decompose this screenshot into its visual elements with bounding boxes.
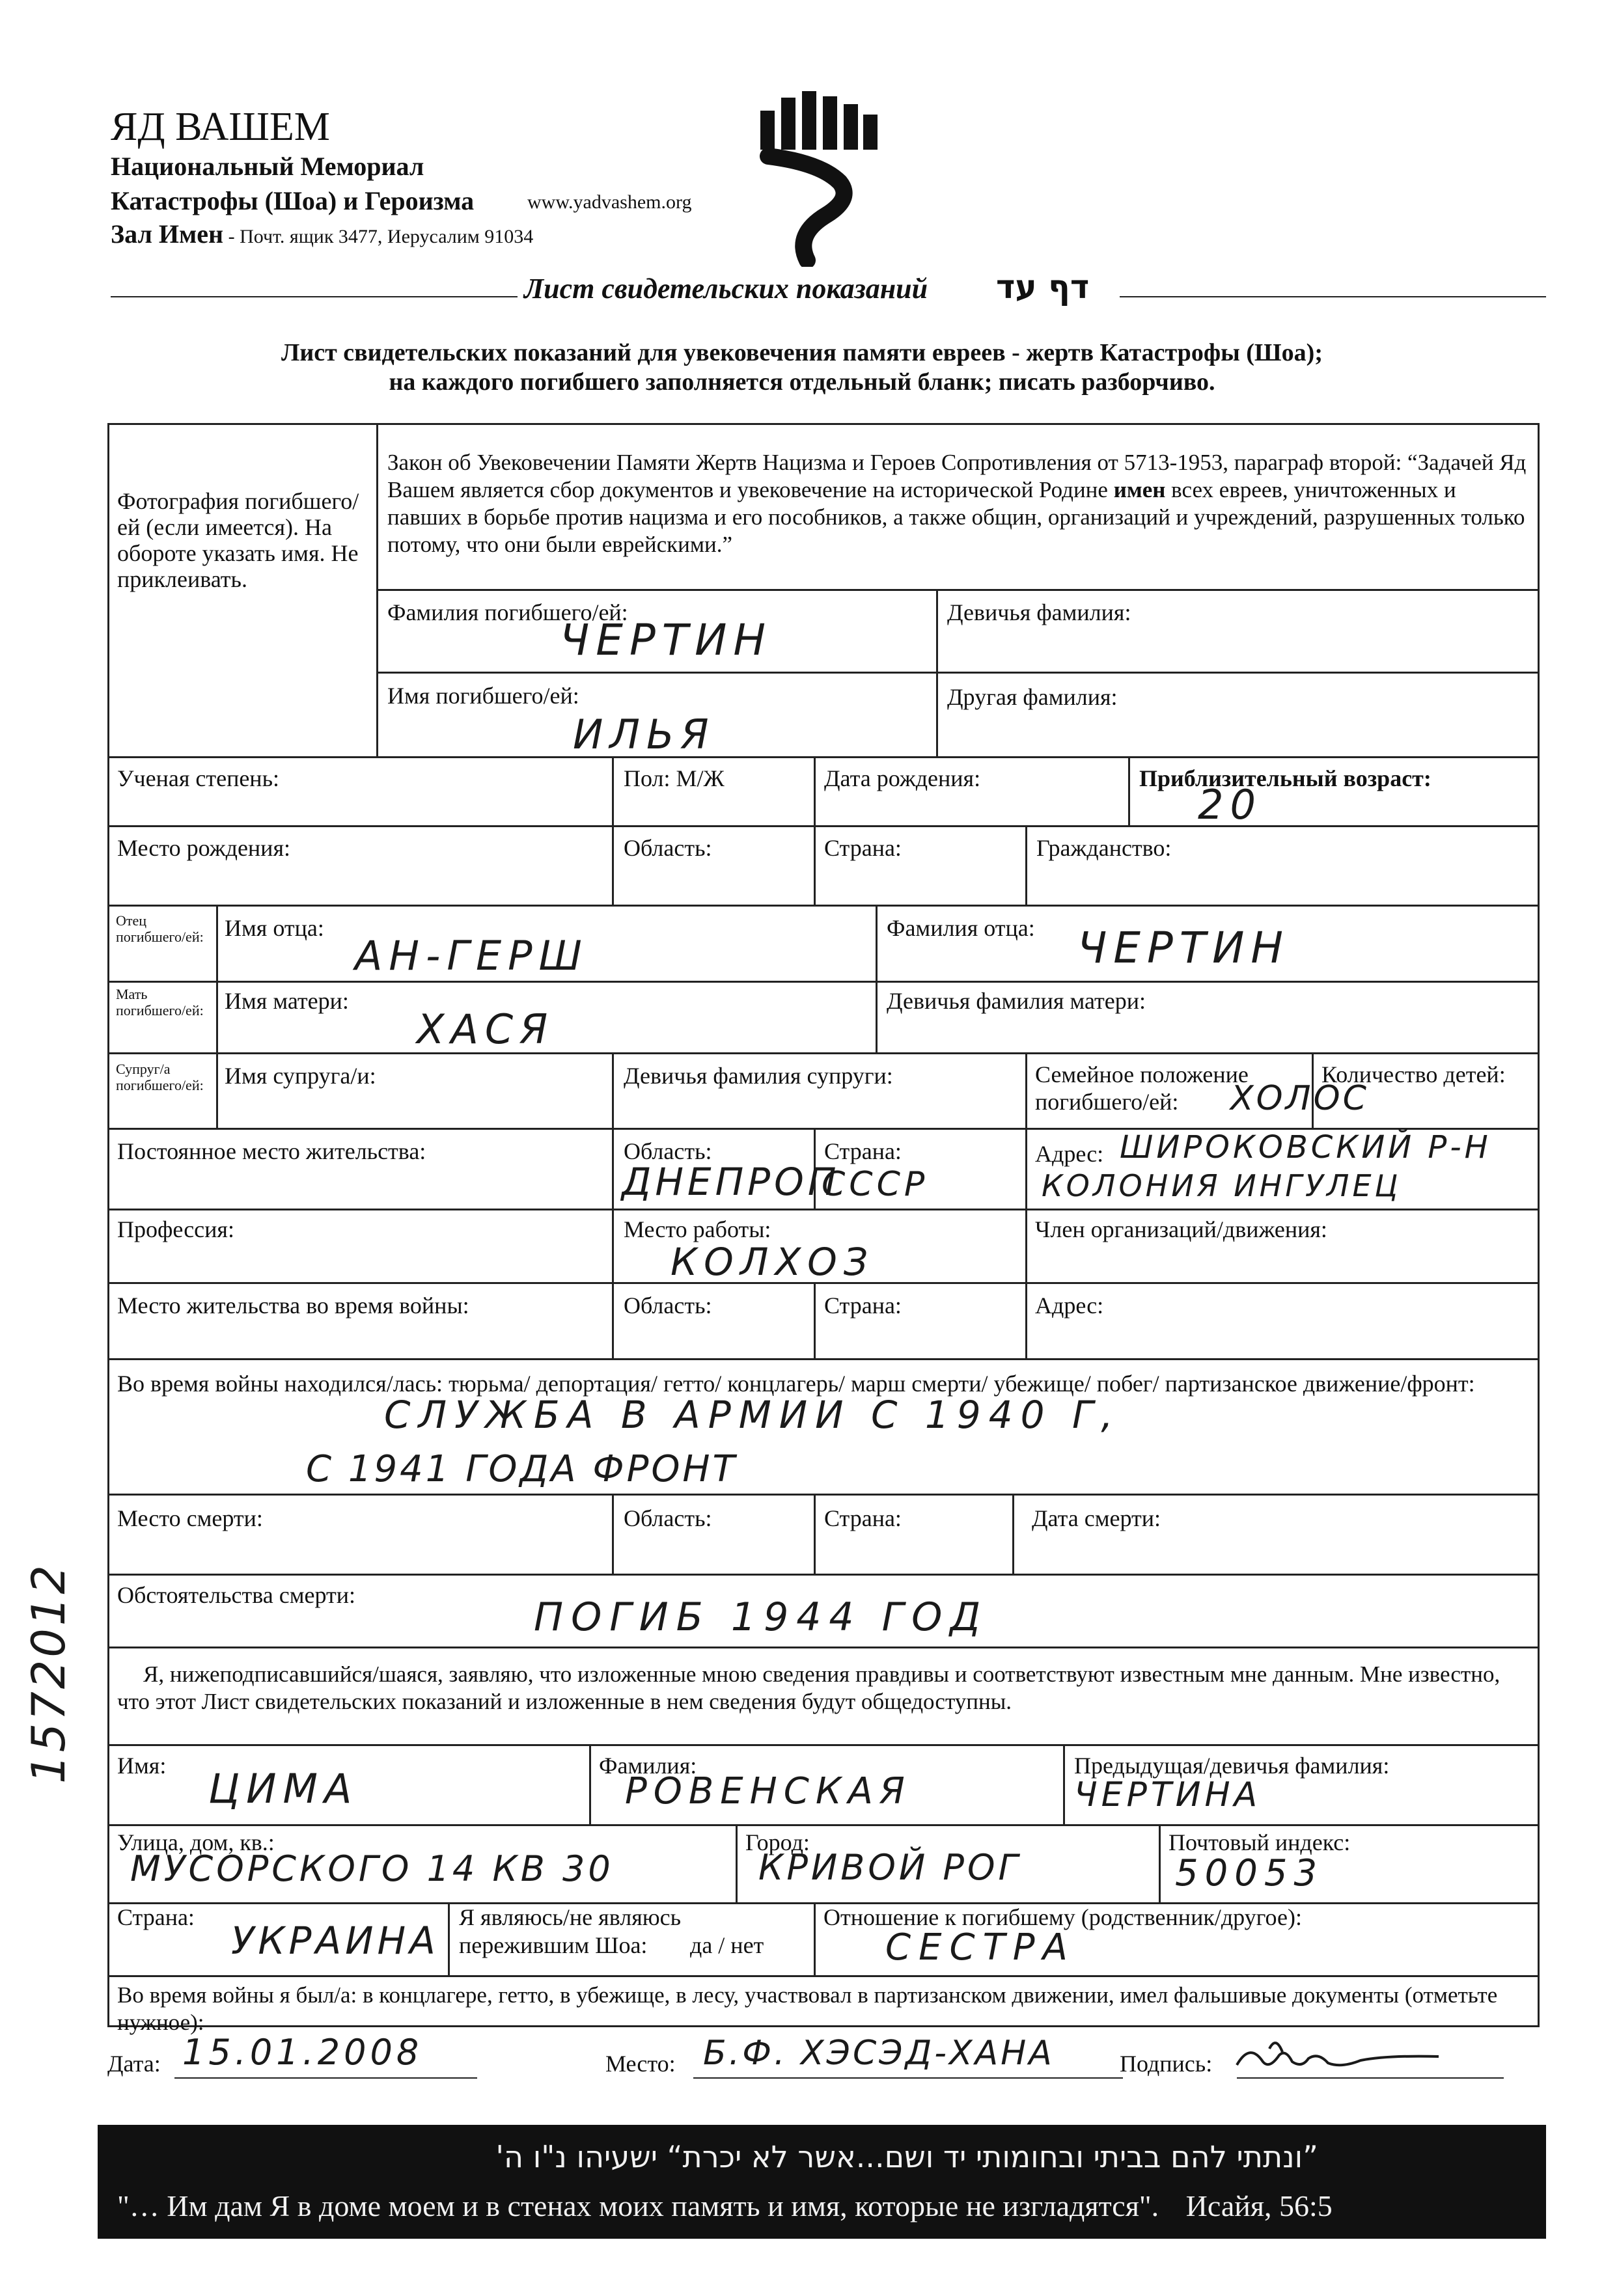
value-submitter-prev-surname[interactable]: ЧЕРТИНА <box>1074 1775 1262 1814</box>
value-surname[interactable]: ЧЕРТИН <box>560 615 773 665</box>
rule <box>814 756 816 905</box>
rule <box>589 1744 591 1824</box>
value-submitter-name[interactable]: ЦИМА <box>208 1765 359 1812</box>
label-submitter-war: Во время войны я был/а: в концлагере, гетто, в убежище, в лесу, участвовал в партизанском движении, имел фальшивые документы (отметьте нужное): <box>117 1982 1498 2035</box>
label-street: Улица, дом, кв.: <box>117 1829 275 1855</box>
label-degree: Ученая степень: <box>117 765 279 791</box>
label-father-name: Имя отца: <box>225 915 324 941</box>
instructions-line-1: Лист свидетельских показаний для увековечения памяти евреев - жертв Катастрофы (Шоа); <box>281 339 1323 366</box>
label-marital: Семейное положение погибшего/ей: <box>1035 1061 1249 1115</box>
rule <box>107 1975 1540 1977</box>
label-place: Место: <box>605 2051 676 2077</box>
label-birth-region: Область: <box>624 835 712 861</box>
value-marital[interactable]: ХОЛОС <box>1230 1079 1369 1118</box>
label-father-surname: Фамилия отца: <box>887 915 1035 941</box>
rule <box>107 981 1540 983</box>
label-death-date: Дата смерти: <box>1032 1505 1161 1531</box>
rule <box>1025 1052 1027 1128</box>
value-residence-region[interactable]: ДНЕПРОП <box>622 1160 840 1204</box>
label-war-region: Область: <box>624 1292 712 1319</box>
date-underline <box>174 2077 477 2079</box>
label-death-circumstances: Обстоятельства смерти: <box>117 1582 355 1608</box>
value-war-status-line-2[interactable]: С 1941 ГОДА ФРОНТ <box>306 1448 738 1490</box>
rule <box>876 905 878 1052</box>
label-submitter-prev-surname: Предыдущая/девичья фамилия: <box>1074 1753 1390 1779</box>
value-address-line-1[interactable]: ШИРОКОВСКИЙ Р-Н <box>1120 1129 1491 1166</box>
label-spouse-name: Имя супруга/и: <box>225 1063 376 1089</box>
rule <box>107 1574 1540 1576</box>
rule <box>107 1052 1540 1054</box>
label-war-country: Страна: <box>824 1292 902 1319</box>
rule <box>1063 1744 1065 1824</box>
footer-quote-ru-text: "… Им дам Я в доме моем и в стенах моих память и имя, которые не изгладятся". <box>117 2189 1159 2222</box>
label-membership: Член организаций/движения: <box>1035 1216 1327 1242</box>
org-line-1: Национальный Мемориал <box>111 152 424 181</box>
label-residence-address: Адрес: <box>1035 1141 1104 1167</box>
photo-note: Фотография погибшего/ей (если имеется). На обороте указать имя. Не приклеивать. <box>117 488 359 592</box>
rule <box>612 1128 614 1358</box>
value-submitter-country[interactable]: УКРАИНА <box>231 1919 439 1963</box>
rule <box>107 1647 1540 1648</box>
form-title-he: דף עד <box>996 268 1090 306</box>
label-birth-date: Дата рождения: <box>824 765 981 791</box>
hall-title: Зал Имен <box>111 219 224 249</box>
form-title: Лист свидетельских показаний <box>524 273 928 305</box>
value-city[interactable]: КРИВОЙ РОГ <box>758 1847 1021 1888</box>
hall-address-text: - Почт. ящик 3477, Иерусалим 91034 <box>223 226 534 247</box>
label-mother-maiden: Девичья фамилия матери: <box>887 988 1146 1014</box>
rule <box>378 589 1540 591</box>
label-maiden: Девичья фамилия: <box>947 599 1131 625</box>
footer-quote-ref: Исайя, 56:5 <box>1185 2189 1333 2222</box>
org-name-ru: ЯД ВАШЕМ <box>111 105 330 149</box>
label-submitter-surname: Фамилия: <box>599 1753 697 1779</box>
rule <box>107 1744 1540 1746</box>
rule <box>107 905 1540 907</box>
label-birth-country: Страна: <box>824 835 902 861</box>
value-workplace[interactable]: КОЛХОЗ <box>671 1240 875 1284</box>
label-signature: Подпись: <box>1120 2051 1213 2077</box>
value-father-name[interactable]: АН-ГЕРШ <box>355 932 588 979</box>
law-text <box>387 449 1527 558</box>
label-profession: Профессия: <box>117 1216 234 1242</box>
rule <box>216 905 218 1128</box>
rule <box>612 1052 614 1128</box>
label-surname: Фамилия погибшего/ей: <box>387 599 628 625</box>
survivor-yes-no[interactable]: да / нет <box>690 1932 764 1958</box>
label-war-status: Во время войны находился/лась: тюрьма/ депортация/ гетто/ концлагерь/ марш смерти/ убежище/ побег/ партизанское движение/фронт: <box>117 1371 1475 1397</box>
label-death-place: Место смерти: <box>117 1505 263 1531</box>
rule <box>1025 1128 1027 1358</box>
label-submitter-country: Страна: <box>117 1904 195 1930</box>
footer-quote-he: ”ונתתי להם בביתי ובחומותי יד ושם...אשר לא יכרת“ ישעיהו נ"ו ה' <box>495 2139 1318 2174</box>
label-mother-name: Имя матери: <box>225 988 349 1014</box>
label-spouse-maiden: Девичья фамилия супруги: <box>624 1063 893 1089</box>
value-war-status-line-1[interactable]: СЛУЖБА В АРМИИ С 1940 Г, <box>384 1393 1121 1437</box>
rule <box>107 825 1540 827</box>
label-spouse-side: Супруг/а погибшего/ей: <box>116 1061 204 1093</box>
website-link[interactable]: www.yadvashem.org <box>527 191 692 213</box>
rule <box>107 756 1540 758</box>
rule <box>612 1494 614 1574</box>
rule <box>936 589 938 758</box>
instructions-line-2: на каждого погибшего заполняется отдельный бланк; писать разборчиво. <box>389 368 1215 396</box>
label-birth-place: Место рождения: <box>117 835 291 861</box>
label-survivor-question-2: пережившим Шоа: <box>459 1932 648 1958</box>
value-approx-age[interactable]: 20 <box>1198 781 1262 828</box>
margin-number: 1572012 <box>21 1563 76 1784</box>
rule <box>107 1824 1540 1826</box>
value-death-circumstances[interactable]: ПОГИБ 1944 ГОД <box>534 1594 989 1640</box>
label-mother-side: Мать погибшего/ей: <box>116 986 204 1018</box>
law-text-part-1: Закон об Увековечении Памяти Жертв Нацизма и Героев Сопротивления от 5713-1953, параграф второй: “Задачей Яд Вашем является сбор документов и увековечение на исторической Родине <box>387 450 1527 502</box>
signature-underline <box>1237 2077 1504 2079</box>
label-postcode: Почтовый индекс: <box>1168 1829 1351 1855</box>
label-death-country: Страна: <box>824 1505 902 1531</box>
label-relation: Отношение к погибшему (родственник/другое): <box>823 1904 1302 1930</box>
rule <box>448 1902 450 1975</box>
label-father-side: Отец погибшего/ей: <box>116 912 204 945</box>
value-residence-country[interactable]: СССР <box>822 1165 929 1204</box>
label-war-residence: Место жительства во время войны: <box>117 1292 469 1319</box>
value-relation[interactable]: СЕСТРА <box>885 1926 1075 1969</box>
rule <box>814 1494 816 1574</box>
declaration-text: Я, нижеподписавшийся/шаяся, заявляю, что изложенные мною сведения правдивы и соответствуют известным мне данным. Мне известно, что этот Лист свидетельских показаний и изложенные в нем сведения будут общедоступны. <box>117 1661 1500 1714</box>
rule <box>107 1494 1540 1496</box>
label-war-address: Адрес: <box>1035 1292 1104 1319</box>
rule <box>107 1358 1540 1360</box>
rule <box>1025 825 1027 905</box>
label-children: Количество детей: <box>1321 1061 1506 1087</box>
label-first-name: Имя погибшего/ей: <box>387 683 579 709</box>
rule <box>376 423 378 758</box>
label-residence-region: Область: <box>624 1138 712 1164</box>
value-first-name[interactable]: ИЛЬЯ <box>573 711 715 758</box>
rule <box>107 1209 1540 1210</box>
value-submitter-surname[interactable]: РОВЕНСКАЯ <box>625 1770 911 1812</box>
value-address-line-2[interactable]: КОЛОНИЯ ИНГУЛЕЦ <box>1042 1168 1402 1203</box>
law-text-part-2: всех евреев, уничтоженных и павших в борьбе против нацизма и его пособников, а также общин, организаций и учреждений, разрушенных только потому, что они были еврейскими.” <box>387 477 1525 557</box>
rule <box>814 1902 816 1975</box>
value-place[interactable]: Б.Ф. ХЭСЭД-ХАНА <box>703 2034 1055 2073</box>
label-citizenship: Гражданство: <box>1036 835 1172 861</box>
footer-quote-ru <box>117 2189 1333 2223</box>
label-residence-country: Страна: <box>824 1138 902 1164</box>
rule <box>378 672 1540 674</box>
label-other-surname: Другая фамилия: <box>947 684 1118 710</box>
label-city: Город: <box>745 1829 810 1855</box>
label-workplace: Место работы: <box>624 1216 771 1242</box>
law-text-bold: имен <box>1113 477 1166 502</box>
value-postcode[interactable]: 50053 <box>1175 1852 1324 1894</box>
label-approx-age: Приблизительный возраст: <box>1139 765 1431 791</box>
rule <box>612 756 614 905</box>
label-submitter-name: Имя: <box>117 1753 167 1779</box>
label-sex: Пол: М/Ж <box>624 765 725 791</box>
rule <box>1159 1824 1161 1902</box>
value-street[interactable]: МУСОРСКОГО 14 КВ 30 <box>130 1848 614 1889</box>
rule <box>1128 756 1130 825</box>
place-underline <box>693 2077 1123 2079</box>
footer-quote-box <box>98 2125 1546 2239</box>
label-date: Дата: <box>107 2051 161 2077</box>
label-survivor-question: Я являюсь/не являюсь <box>459 1904 682 1930</box>
label-residence: Постоянное место жительства: <box>117 1138 426 1164</box>
value-father-surname[interactable]: ЧЕРТИН <box>1077 923 1290 973</box>
org-line-2: Катастрофы (Шоа) и Героизма <box>111 186 475 215</box>
rule <box>814 1282 816 1358</box>
signature <box>1230 2029 1445 2081</box>
value-mother-name[interactable]: ХАСЯ <box>417 1005 555 1053</box>
label-death-region: Область: <box>624 1505 712 1531</box>
value-date[interactable]: 15.01.2008 <box>182 2032 423 2073</box>
rule <box>736 1824 738 1902</box>
rule <box>1012 1494 1014 1574</box>
